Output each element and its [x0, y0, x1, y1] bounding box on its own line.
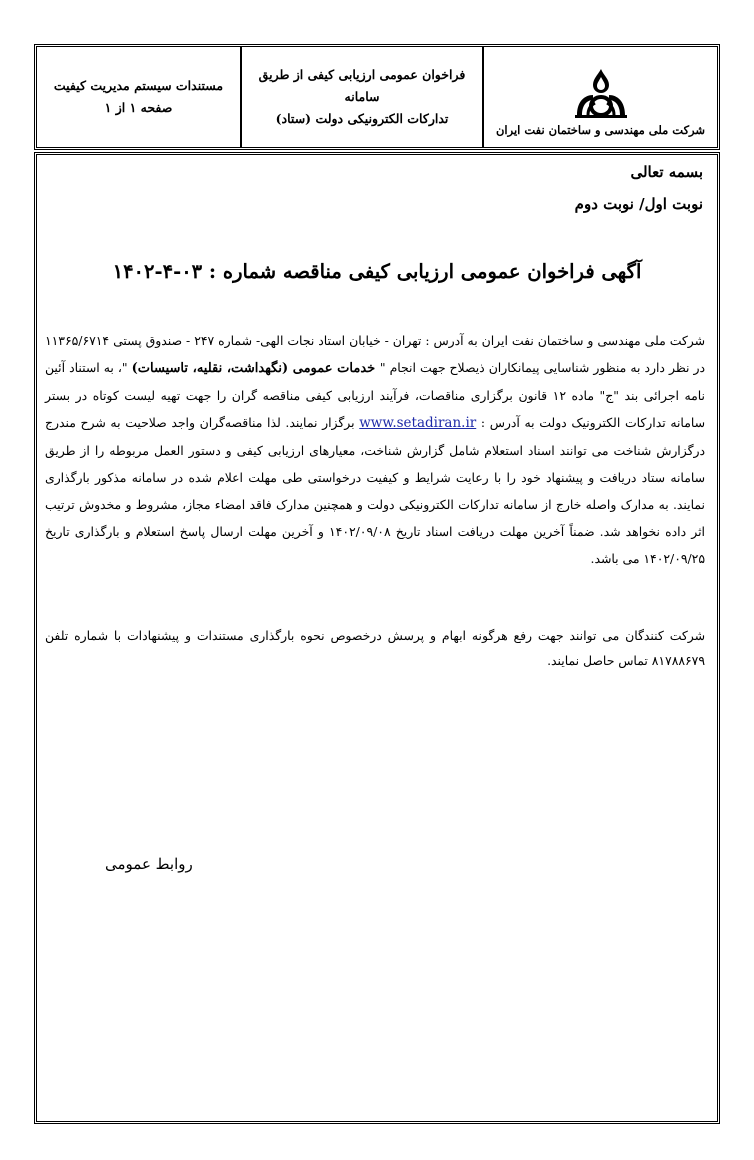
service-title: خدمات عمومی (نگهداشت، نقلیه، تاسیسات) [131, 361, 380, 376]
header-title-cell [242, 47, 484, 147]
quality-docs-cell [37, 47, 242, 147]
company-logo-cell [484, 47, 717, 147]
besm-line: بسمه تعالی [630, 163, 703, 181]
company-name: شرکت ملی مهندسی و ساختمان نفت ایران [495, 123, 706, 137]
announcement-headline: آگهی فراخوان عمومی ارزیابی کیفی مناقصه شماره : ۰۳-۴-۱۴۰۲ [112, 260, 642, 283]
paragraph-part-3: برگزار نمایند. لذا مناقصه‌گران واجد صلاحیت به شرح مندرج درگزارش شناخت می توانند اسناد استعلام شامل گزارش شناخت، معیارهای ارزیابی کیفی و دستور العمل مربوطه را از طریق سامانه ستاد دریافت و پیشنهاد خود را با رعایت شرایط و کیفیت درخواستی طی مهلت اعلام شده در سامانه مذکور بارگذاری نمایند. به مدارک واصله خارج از سامانه تدارکات الکترونیکی دولت و همچنین مدارک فاقد امضاء مجاز، مشروط و مخدوش ترتیب اثر داده نخواهد شد. ضمناً آخرین مهلت دریافت اسناد تاریخ ۱۴۰۲/۰۹/۰۸ و آخرین مهلت ارسال پاسخ استعلام و بارگذاری تاریخ ۱۴۰۲/۰۹/۲۵ می باشد. [45, 415, 705, 566]
header-title-line1: فراخوان عمومی ارزیابی کیفی از طریق سامانه [258, 67, 466, 104]
contact-paragraph: شرکت کنندگان می توانند جهت رفع هرگونه ابهام و پرسش درخصوص نحوه بارگذاری مستندات و پیشنهادات با شماره تلفن ۸۱۷۸۸۶۷۹ تماس حاصل نمایند. [45, 628, 705, 668]
announcement-body [34, 152, 720, 1124]
publication-turn: نوبت اول/ نوبت دوم [574, 195, 703, 213]
quality-docs-label: مستندات سیستم مدیریت کیفیت [53, 78, 224, 93]
flame-logo-icon [571, 67, 631, 119]
header-title-line2: تدارکات الکترونیکی دولت (ستاد) [275, 111, 449, 126]
announcement-paragraph [45, 327, 705, 572]
page-number: صفحه ۱ از ۱ [104, 100, 173, 115]
public-relations-signature: روابط عمومی [105, 855, 193, 873]
paragraph-part-1: شرکت ملی مهندسی و ساختمان نفت ایران به آدرس : تهران - خیابان استاد نجات الهی- شماره ۲۴۷ - صندوق پستی ۱۱۳۶۵/۶۷۱۴ در نظر دارد به منظور شناسایی پیمانکاران ذیصلاح جهت انجام " [45, 333, 705, 375]
paragraph-part-2: "، به استناد آئین نامه اجرائی بند "ج" ماده ۱۲ قانون برگزاری مناقصات، فرآیند ارزیابی کیفی مناقصه گران را جهت تهیه لیست کوتاه در بستر سامانه تدارکات الکترونیک دولت به آدرس : [45, 360, 705, 430]
setadiran-link[interactable]: www.setadiran.ir [359, 415, 477, 431]
document-header [34, 44, 720, 150]
